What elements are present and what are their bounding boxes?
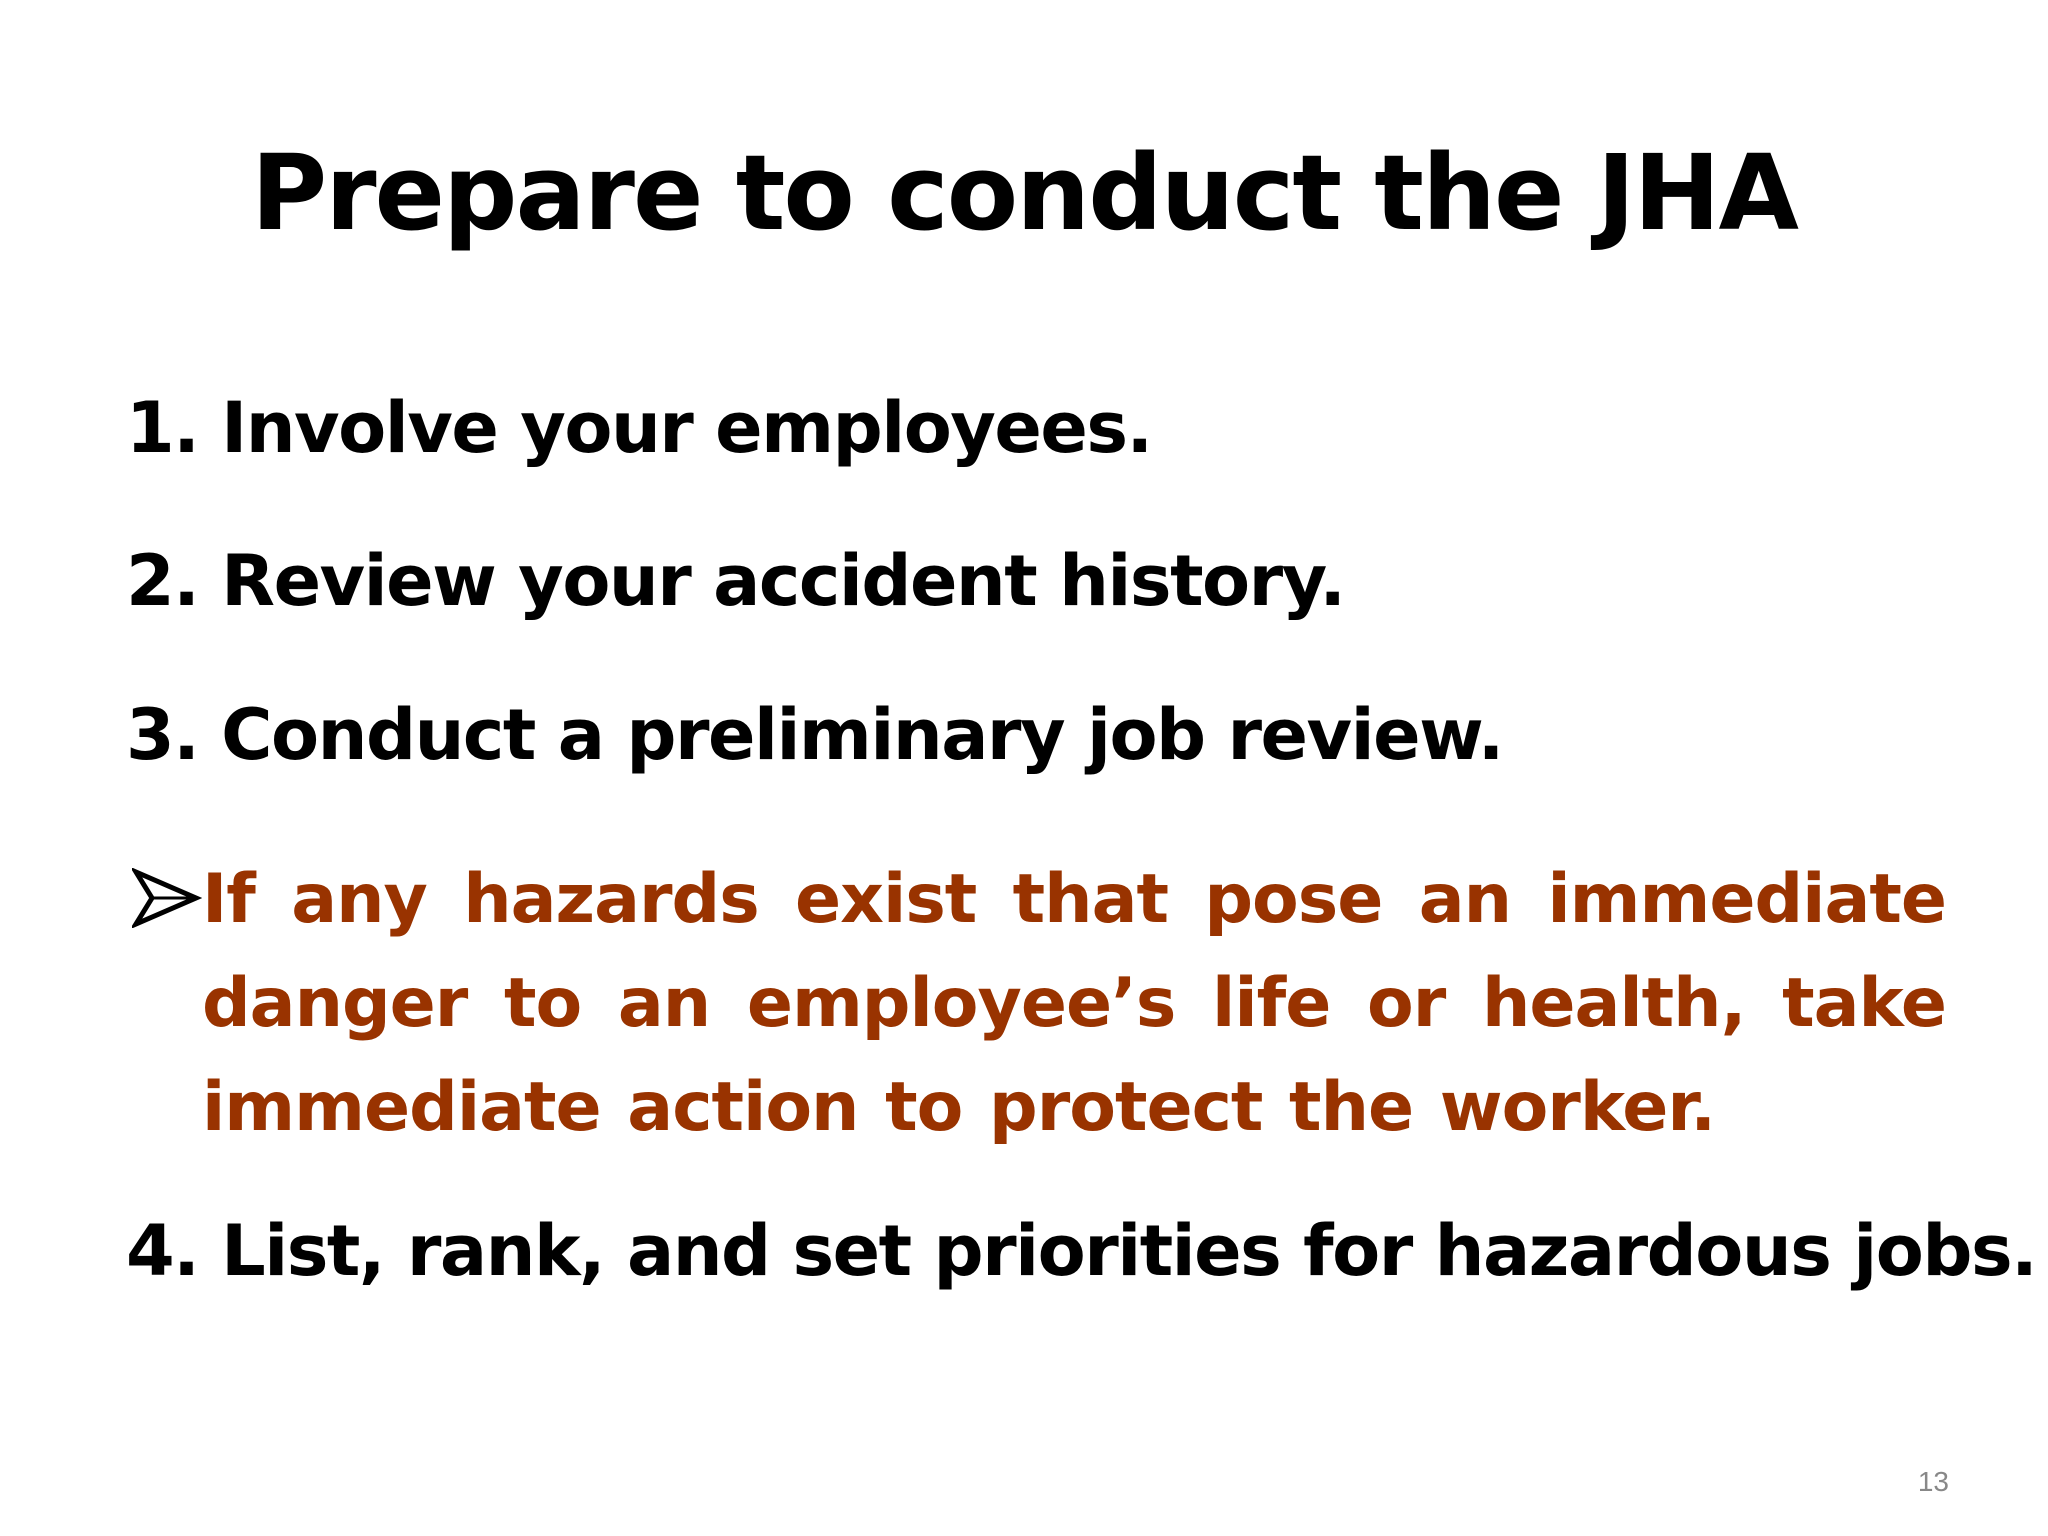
callout-text: If any hazards exist that pose an immediate danger to an employee’s life or health, take immediate action to protect the worker. [202, 860, 1946, 1147]
slide-number: 13 [1917, 1466, 1949, 1497]
list-item-1: 1. Involve your employees. [126, 387, 1152, 469]
callout-bullet [126, 848, 1946, 1160]
list-item-3: 3. Conduct a preliminary job review. [126, 694, 1503, 776]
list-item-2: 2. Review your accident history. [126, 540, 1345, 622]
arrow-bullet-icon [132, 868, 202, 928]
slide-title: Prepare to conduct the JHA [251, 132, 1797, 254]
list-item-4: 4. List, rank, and set priorities for hazardous jobs. [126, 1210, 2037, 1292]
